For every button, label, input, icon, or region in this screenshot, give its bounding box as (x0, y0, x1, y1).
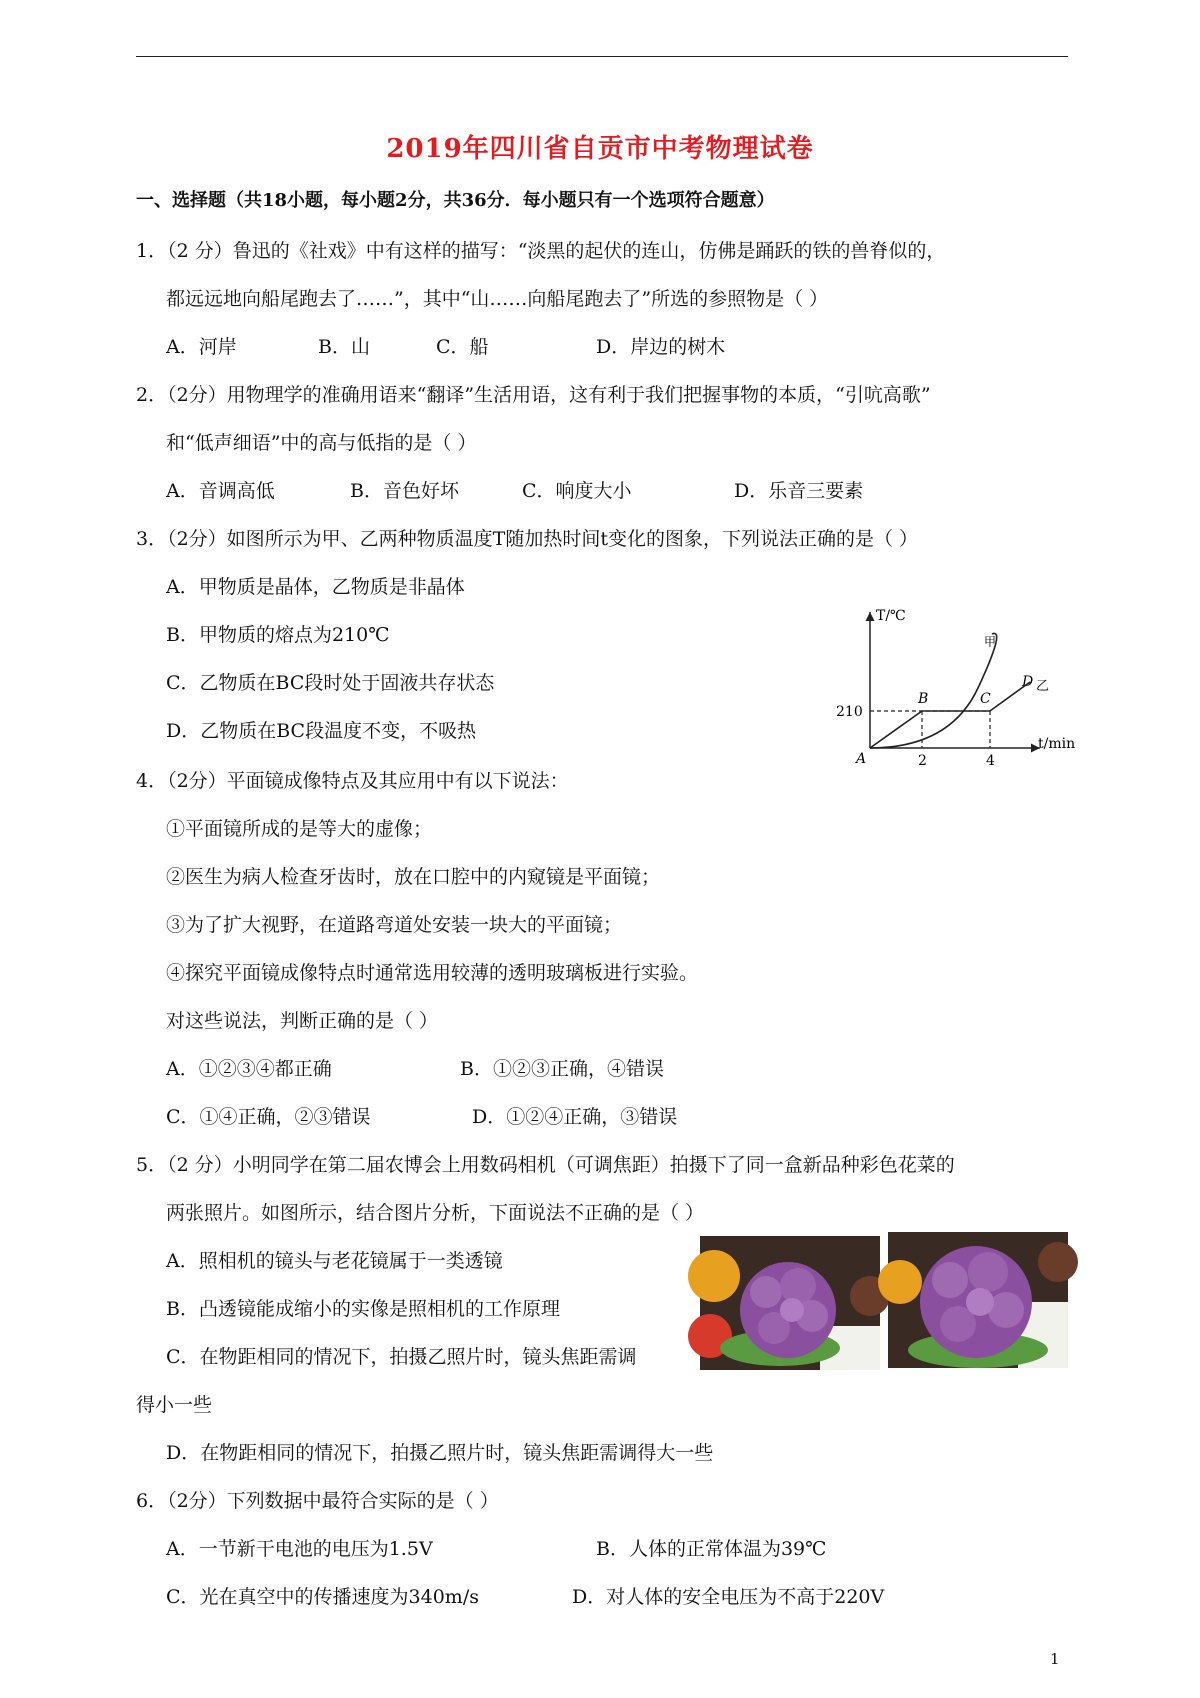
graph-y-label: T/℃ (876, 608, 906, 624)
q4-option-a: A．①②③④都正确 (166, 1058, 332, 1080)
q3-option-d: D．乙物质在BC段温度不变，不吸热 (166, 720, 477, 742)
q4-option-b: B．①②③正确，④错误 (460, 1058, 664, 1080)
q3-option-b: B．甲物质的熔点为210℃ (166, 624, 390, 646)
temperature-graph (830, 598, 1076, 769)
q6-line1: 6．（2分）下列数据中最符合实际的是（ ） (136, 1490, 499, 1512)
q1-line2: 都远远地向船尾跑去了……”，其中“山……向船尾跑去了”所选的参照物是（ ） (166, 288, 829, 310)
q5-option-a: A．照相机的镜头与老花镜属于一类透镜 (166, 1250, 503, 1272)
q2-line1: 2．（2分）用物理学的准确用语来“翻译”生活用语，这有利于我们把握事物的本质，“引吭高歌” (136, 384, 931, 406)
graph-x-label: t/min (1038, 736, 1076, 752)
q4-statement-1: ①平面镜所成的是等大的虚像； (166, 818, 433, 840)
photo-jia (700, 1236, 880, 1370)
q6-option-d: D．对人体的安全电压为不高于220V (572, 1586, 885, 1608)
q4-statement-2: ②医生为病人检查牙齿时，放在口腔中的内窥镜是平面镜； (166, 866, 661, 888)
q6-option-c: C．光在真空中的传播速度为340m/s (166, 1586, 479, 1608)
q5-option-b: B．凸透镜能成缩小的实像是照相机的工作原理 (166, 1298, 560, 1320)
graph-x-tick-2: 2 (918, 753, 927, 769)
q2-option-c: C．响度大小 (522, 480, 632, 502)
graph-x-tick-4: 4 (986, 753, 995, 769)
q4-option-c: C．①④正确，②③错误 (166, 1106, 371, 1128)
graph-y-tick-210: 210 (836, 704, 863, 720)
q4-option-d: D．①②④正确，③错误 (472, 1106, 678, 1128)
q3-line1: 3．（2分）如图所示为甲、乙两种物质温度T随加热时间t变化的图象，下列说法正确的是（ ） (136, 528, 919, 550)
curve-jia (870, 633, 997, 748)
page-number: 1 (1050, 1650, 1060, 1668)
photo-yi (888, 1232, 1068, 1368)
graph-point-c: C (980, 691, 991, 707)
q1-option-d: D．岸边的树木 (596, 336, 726, 358)
curve-label-jia: 甲 (984, 635, 997, 649)
q5-line2: 两张照片。如图所示，结合图片分析，下面说法不正确的是（ ） (166, 1202, 705, 1224)
graph-point-d: D (1022, 674, 1034, 690)
q2-line2: 和“低声细语”中的高与低指的是（ ） (166, 432, 477, 454)
q4-line1: 4．（2分）平面镜成像特点及其应用中有以下说法： (136, 770, 569, 792)
q1-option-c: C．船 (436, 336, 489, 358)
header-rule (136, 56, 1068, 57)
q2-option-a: A．音调高低 (166, 480, 275, 502)
q5-line1: 5．（2 分）小明同学在第二届农博会上用数码相机（可调焦距）拍摄下了同一盒新品种彩色花菜的 (136, 1154, 955, 1176)
q3-option-a: A．甲物质是晶体，乙物质是非晶体 (166, 576, 465, 598)
curve-label-yi: 乙 (1036, 679, 1050, 694)
q3-option-c: C．乙物质在BC段时处于固液共存状态 (166, 672, 495, 694)
q2-option-d: D．乐音三要素 (734, 480, 864, 502)
graph-point-b: B (918, 691, 929, 707)
q5-option-c: C．在物距相同的情况下，拍摄乙照片时，镜头焦距需调 (166, 1346, 637, 1368)
q1-option-a: A．河岸 (166, 336, 237, 358)
q2-option-b: B．音色好坏 (350, 480, 459, 502)
q1-option-b: B．山 (318, 336, 370, 358)
curve-yi (870, 682, 1030, 748)
q6-option-b: B．人体的正常体温为39℃ (596, 1538, 827, 1560)
q5-option-c-cont: 得小一些 (136, 1394, 213, 1416)
section-heading: 一、选择题（共18小题，每小题2分，共36分．每小题只有一个选项符合题意） (136, 190, 775, 211)
q5-option-d: D．在物距相同的情况下，拍摄乙照片时，镜头焦距需调得大一些 (166, 1442, 714, 1464)
page-title: 2019年四川省自贡市中考物理试卷 (386, 134, 814, 164)
q4-ask: 对这些说法，判断正确的是（ ） (166, 1010, 439, 1032)
q6-option-a: A．一节新干电池的电压为1.5V (166, 1538, 433, 1560)
q4-statement-4: ④探究平面镜成像特点时通常选用较薄的透明玻璃板进行实验。 (166, 962, 699, 984)
q1-line1: 1．（2 分）鲁迅的《社戏》中有这样的描写：“淡黑的起伏的连山，仿佛是踊跃的铁的兽脊似的， (136, 240, 946, 262)
q4-statement-3: ③为了扩大视野，在道路弯道处安装一块大的平面镜； (166, 914, 623, 936)
graph-point-a: A (856, 751, 867, 767)
